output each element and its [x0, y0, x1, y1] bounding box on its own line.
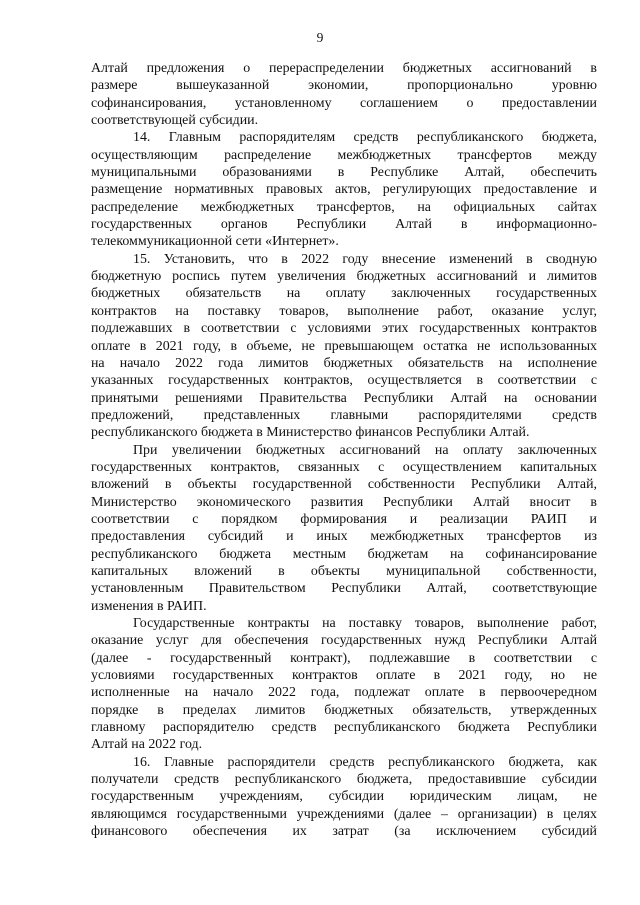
- text-line: размещение нормативных правовых актов, регулирующих предоставление и: [91, 182, 597, 198]
- body-text: [91, 60, 597, 840]
- text-line: главному распорядителю средств республиканского бюджета Республики: [91, 720, 597, 736]
- text-line: контрактов на поставку товаров, выполнение работ, оказание услуг,: [91, 303, 597, 319]
- text-line: государственным учреждениям, субсидии юридическим лицам, не: [91, 789, 597, 805]
- text-line: на начало 2022 года лимитов бюджетных обязательств на исполнение: [91, 355, 597, 371]
- text-line: государственных органов Республики Алтай в информационно-: [91, 217, 597, 233]
- text-line: исполненные на начало 2022 года, подлежат оплате в первоочередном: [91, 685, 597, 701]
- text-line: предложений, представленных главными распорядителями средств: [91, 407, 597, 423]
- text-line: изменения в РАИП.: [91, 598, 207, 614]
- paragraph-first-line: 14. Главным распорядителям средств республиканского бюджета,: [133, 130, 597, 146]
- text-line: республиканского бюджета местным бюджетам на софинансирование: [91, 546, 597, 562]
- text-line: софинансирования, установленному соглашением о предоставлении: [91, 95, 597, 111]
- paragraph-first-line: При увеличении бюджетных ассигнований на оплату заключенных: [133, 442, 597, 458]
- text-line: указанных государственных контрактов, осуществляется в соответствии с: [91, 373, 597, 389]
- text-line: принятыми решениями Правительства Республики Алтай на основании: [91, 390, 597, 406]
- paragraph-first-line: 15. Установить, что в 2022 году внесение изменений в сводную: [133, 251, 597, 267]
- text-line: оплате в 2021 году, в объеме, не превышающем остатка не использованных: [91, 338, 597, 354]
- text-line: вложений в объекты государственной собственности Республики Алтай,: [91, 477, 597, 493]
- text-line: являющимся государственными учреждениями (далее – организации) в целях: [91, 806, 597, 822]
- text-line: капитальных вложений в объекты муниципальной собственности,: [91, 563, 597, 579]
- text-line: условиями государственных контрактов оплате в 2021 году, но не: [91, 668, 597, 684]
- text-line: бюджетных обязательств на оплату заключенных государственных: [91, 286, 597, 302]
- text-line: оказание услуг для обеспечения государственных нужд Республики Алтай: [91, 633, 597, 649]
- text-line: подлежавших в соответствии с условиями этих государственных контрактов: [91, 321, 597, 337]
- text-line: порядке в пределах лимитов бюджетных обязательств, утвержденных: [91, 702, 597, 718]
- text-line: муниципальными образованиями в Республике Алтай, обеспечить: [91, 165, 597, 181]
- text-line: Алтай предложения о перераспределении бюджетных ассигнований в: [91, 61, 597, 76]
- text-line: бюджетную роспись путем увеличения бюджетных ассигнований и лимитов: [91, 269, 597, 285]
- text-line: соответствии с порядком формирования и реализации РАИП и: [91, 511, 597, 527]
- text-line: государственных контрактов, связанных с осуществлением капитальных: [91, 459, 597, 475]
- text-line: Министерство экономического развития Республики Алтай вносит в: [91, 494, 597, 510]
- paragraph-first-line: Государственные контракты на поставку товаров, выполнение работ,: [133, 616, 597, 631]
- text-line: финансового обеспечения их затрат (за исключением субсидий: [91, 824, 597, 840]
- text-line: предоставления субсидий и иных межбюджетных трансфертов из: [91, 529, 597, 545]
- text-line: республиканского бюджета в Министерство финансов Республики Алтай.: [91, 425, 530, 441]
- text-line: размере вышеуказанной экономии, пропорционально уровню: [91, 78, 597, 94]
- text-line: установленным Правительством Республики Алтай, соответствующие: [91, 581, 597, 597]
- text-line: телекоммуникационной сети «Интернет».: [91, 234, 339, 250]
- text-line: соответствующей субсидии.: [91, 113, 259, 129]
- text-line: получатели средств республиканского бюджета, предоставившие субсидии: [91, 772, 597, 788]
- text-line: осуществляющим распределение межбюджетных трансфертов между: [91, 147, 597, 163]
- text-line: распределение межбюджетных трансфертов, на официальных сайтах: [91, 199, 597, 215]
- text-line: Алтай на 2022 год.: [91, 737, 203, 753]
- page-number: 9: [316, 30, 324, 45]
- paragraph-first-line: 16. Главные распорядители средств республиканского бюджета, как: [133, 754, 597, 770]
- text-line: (далее - государственный контракт), подлежавшие в соответствии с: [91, 650, 597, 666]
